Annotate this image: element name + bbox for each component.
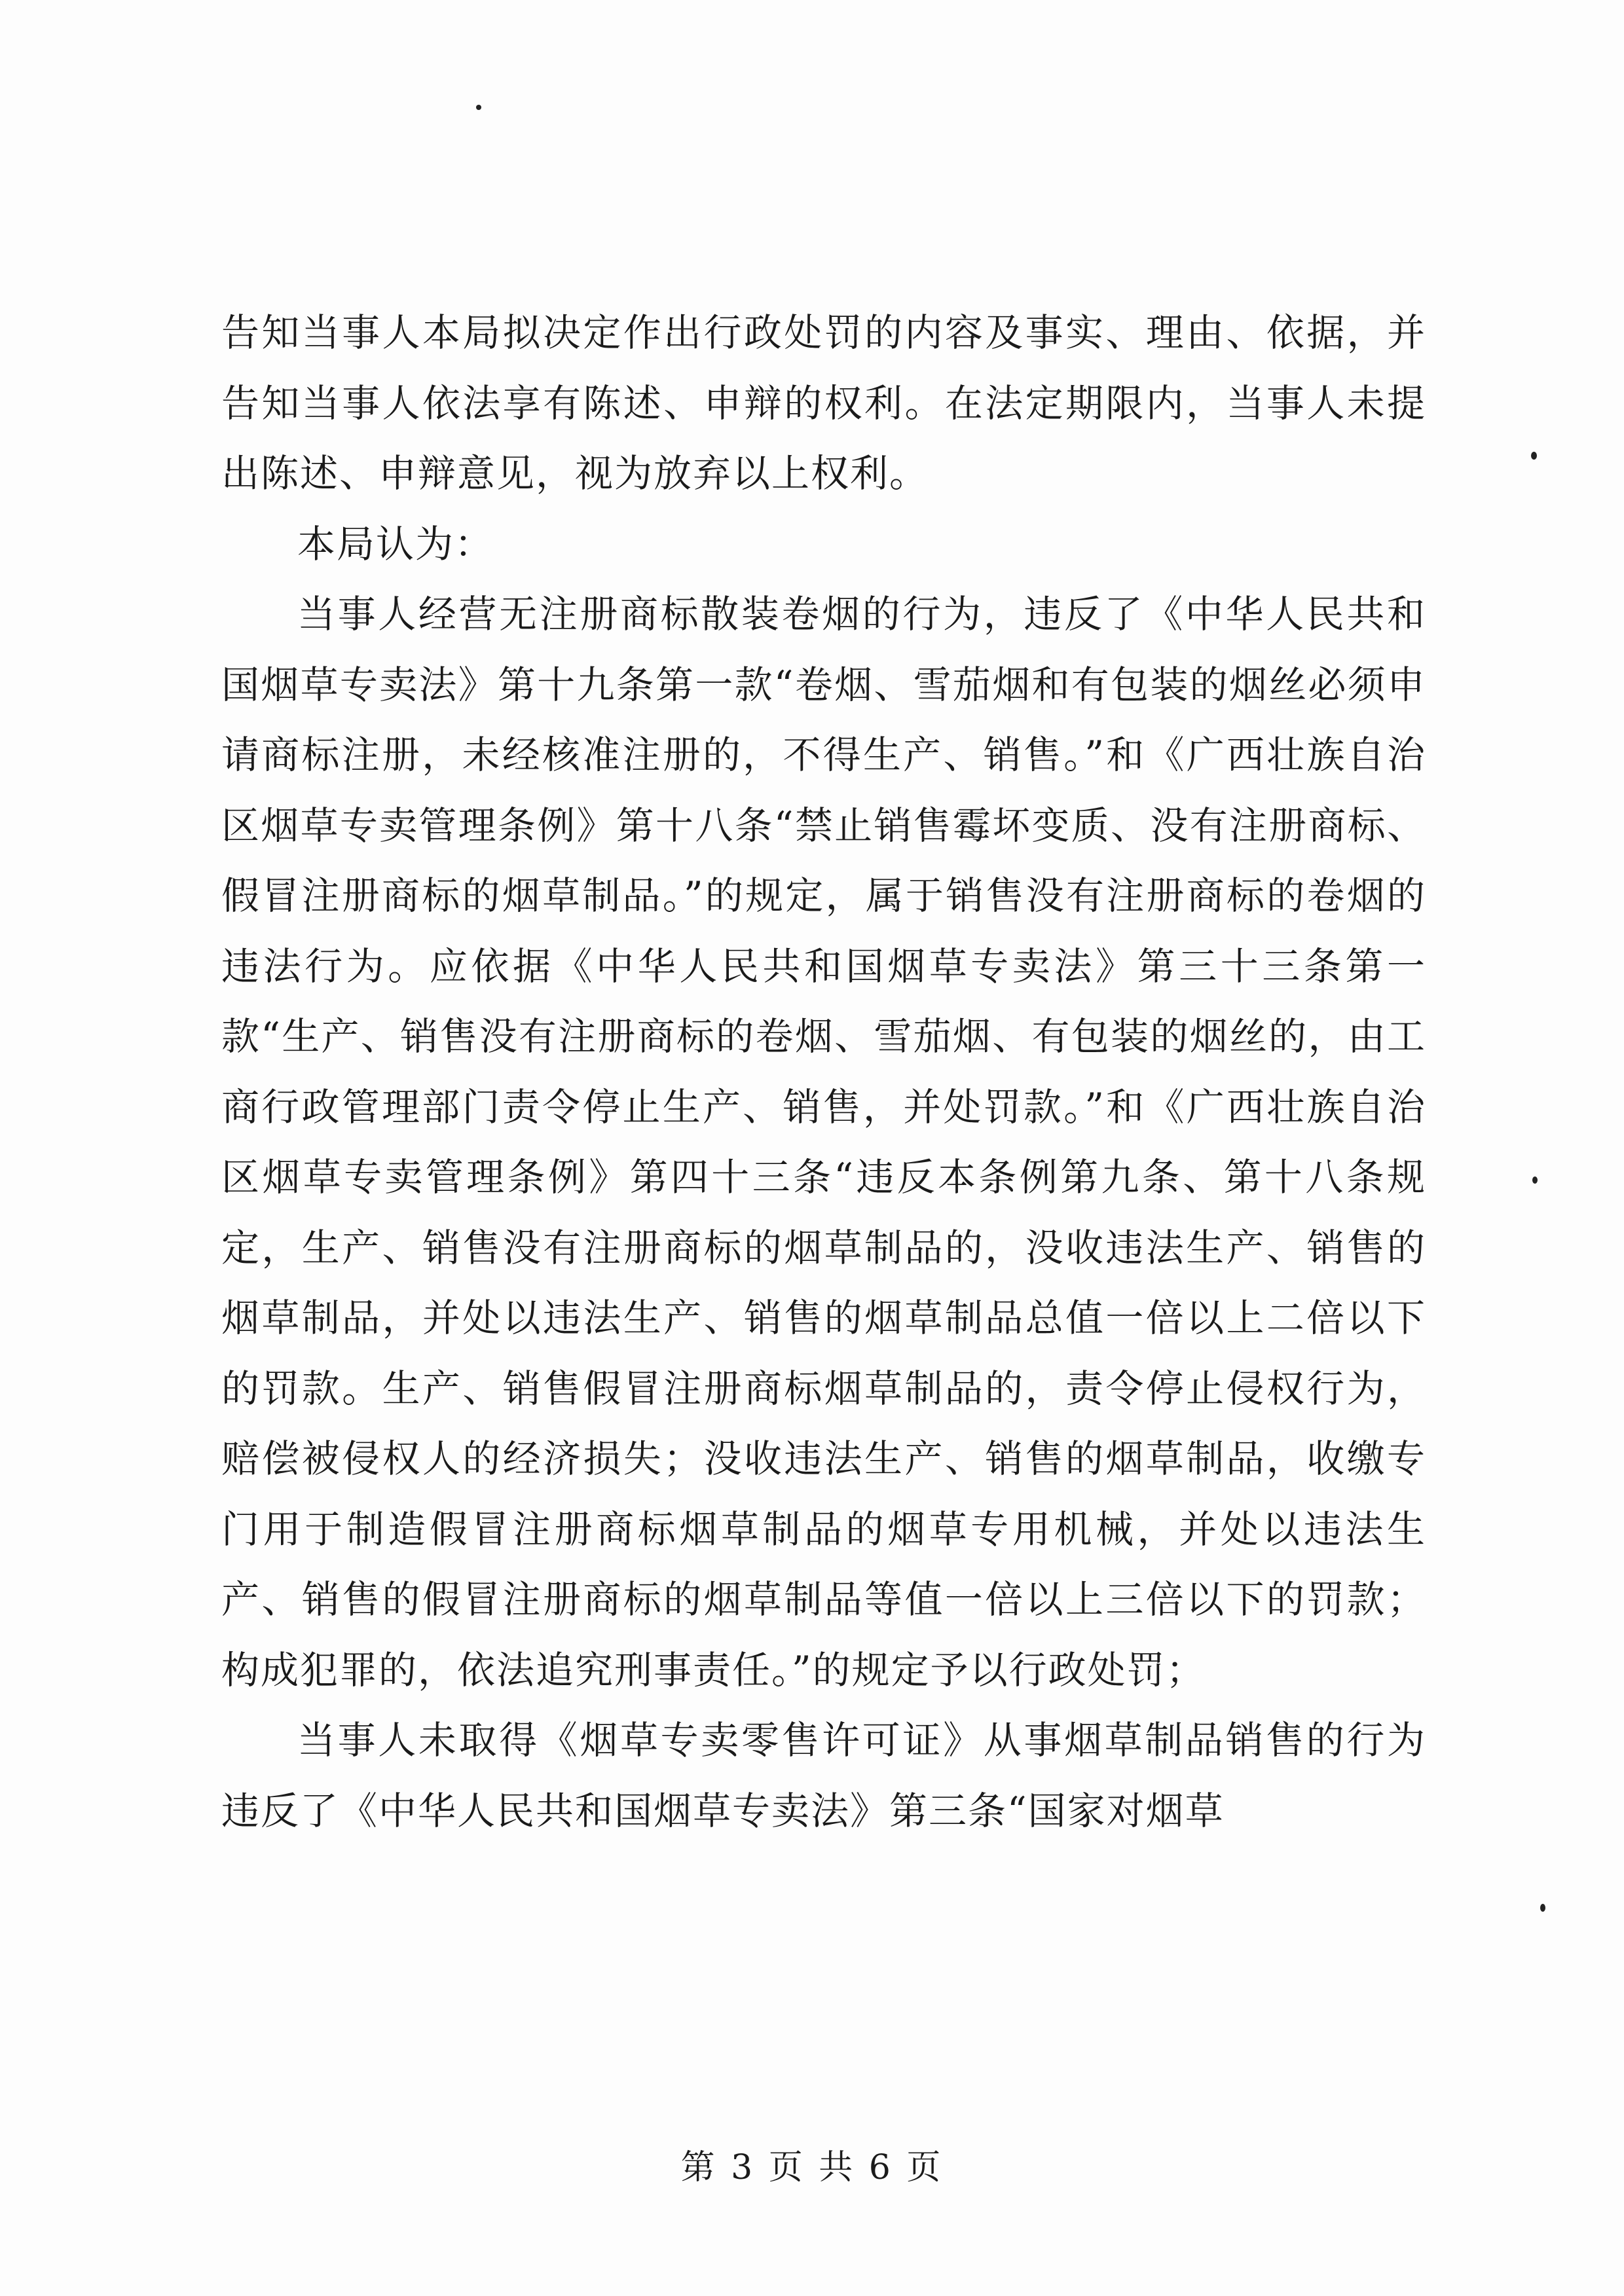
paragraph-trademark-violation: 当事人经营无注册商标散装卷烟的行为，违反了《中华人民共和国烟草专卖法》第十九条第一款“卷烟、雪茄烟和有包装的烟丝必须申请商标注册，未经核准注册的，不得生产、销售。”和《广西壮族自治区烟草专卖管理条例》第十八条“禁止销售霉坏变质、没有注册商标、假冒注册商标的烟草制品。”的规定，属于销售没有注册商标的卷烟的违法行为。应依据《中华人民共和国烟草专卖法》第三十三条第一款“生产、销售没有注册商标的卷烟、雪茄烟、有包装的烟丝的，由工商行政管理部门责令停止生产、销售，并处罚款。”和《广西壮族自治区烟草专卖管理条例》第四十三条“违反本条例第九条、第十八条规定，生产、销售没有注册商标的烟草制品的，没收违法生产、销售的烟草制品，并处以违法生产、销售的烟草制品总值一倍以上二倍以下的罚款。生产、销售假冒注册商标烟草制品的，责令停止侵权行为，赔偿被侵权人的经济损失；没收违法生产、销售的烟草制品，收缴专门用于制造假冒注册商标烟草制品的烟草专用机械，并处以违法生产、销售的假冒注册商标的烟草制品等值一倍以上三倍以下的罚款；构成犯罪的，依法追究刑事责任。”的规定予以行政处罚； [221, 592, 1426, 1692]
paragraph-notice: 告知当事人本局拟决定作出行政处罚的内容及事实、理由、依据，并告知当事人依法享有陈述、申辩的权利。在法定期限内，当事人未提出陈述、申辩意见，视为放弃以上权利。 [221, 310, 1426, 496]
scan-speck [1540, 1904, 1545, 1912]
paragraph-bureau-opinion: 本局认为： [297, 521, 494, 566]
scan-speck [1532, 1176, 1538, 1184]
scan-speck [476, 105, 481, 110]
page-number-footer: 第 3 页 共 6 页 [680, 2148, 944, 2187]
document-body [221, 298, 1426, 1846]
paragraph-license-violation: 当事人未取得《烟草专卖零售许可证》从事烟草制品销售的行为违反了《中华人民共和国烟草专卖法》第三条“国家对烟草 [221, 1718, 1426, 1833]
scan-speck [1531, 452, 1537, 460]
